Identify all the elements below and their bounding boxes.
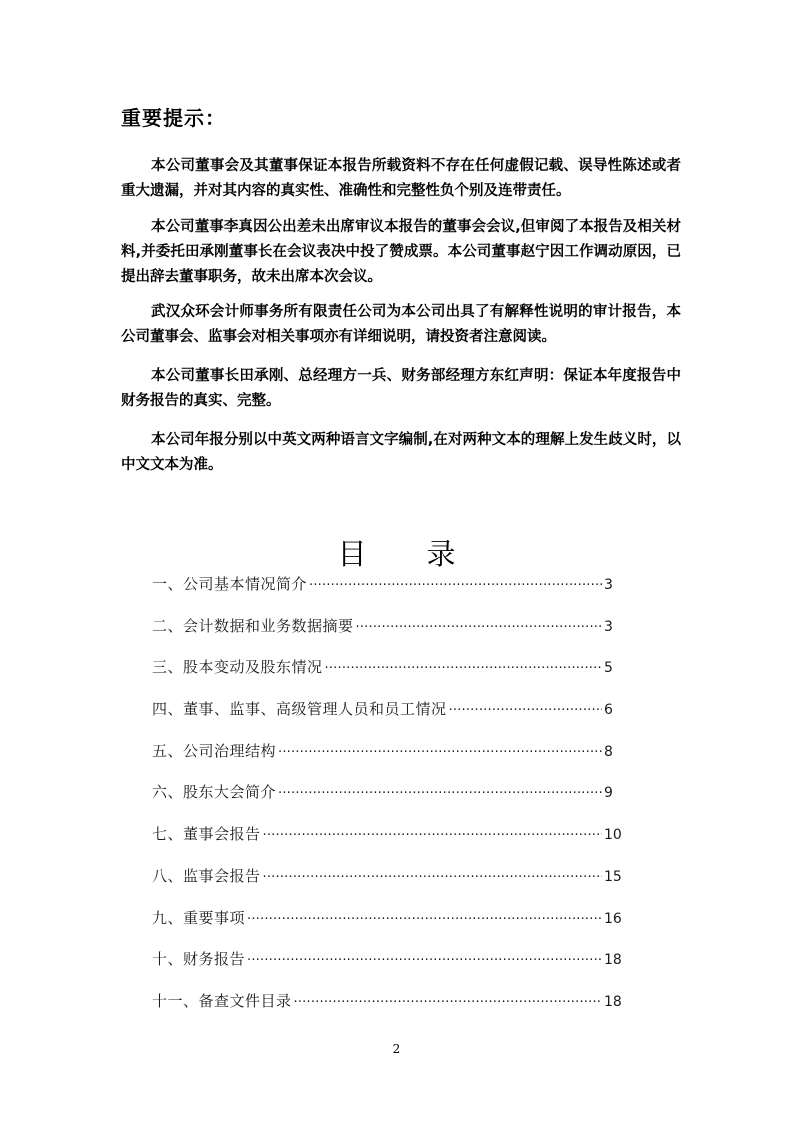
toc-entry-label: 七、董事会报告 bbox=[152, 825, 261, 844]
page-number: 2 bbox=[392, 1042, 401, 1056]
toc-entry-page: 8 bbox=[604, 743, 613, 760]
toc-entry-label: 六、股东大会简介 bbox=[152, 783, 277, 802]
toc-entry[interactable] bbox=[152, 943, 622, 985]
toc-entry[interactable] bbox=[152, 610, 622, 652]
toc-entry-label: 八、监事会报告 bbox=[152, 866, 261, 885]
toc-entry-page: 18 bbox=[604, 993, 622, 1010]
toc-entry[interactable] bbox=[152, 902, 622, 944]
toc-entry[interactable] bbox=[152, 860, 622, 902]
toc-entry-page: 3 bbox=[604, 577, 613, 593]
toc-entry-page: 15 bbox=[604, 868, 622, 885]
toc-leader-dots bbox=[309, 570, 602, 602]
toc-entry-page: 18 bbox=[604, 952, 622, 969]
toc-leader-dots bbox=[356, 612, 602, 644]
toc-entry-page: 6 bbox=[604, 702, 613, 719]
toc-leader-dots bbox=[449, 695, 602, 727]
toc-entry[interactable] bbox=[152, 776, 622, 818]
toc-entry[interactable] bbox=[152, 651, 622, 693]
notice-paragraph: 本公司董事长田承刚、总经理方一兵、财务部经理方东红声明：保证本年度报告中财务报告的真实、完整。 bbox=[121, 368, 681, 409]
toc-entry-page: 16 bbox=[604, 910, 622, 927]
notice-paragraph: 本公司董事会及其董事保证本报告所载资料不存在任何虚假记载、误导性陈述或者重大遗漏，并对其内容的真实性、准确性和完整性负个别及连带责任。 bbox=[121, 158, 681, 199]
toc-leader-dots bbox=[247, 945, 602, 977]
notice-heading: 重要提示： bbox=[121, 106, 226, 130]
toc-entry[interactable] bbox=[152, 568, 622, 610]
notice-paragraph: 本公司董事李真因公出差未出席审议本报告的董事会会议,但审阅了本报告及相关材料,并委托田承刚董事长在会议表决中投了赞成票。本公司董事赵宁因工作调动原因，已提出辞去董事职务，故未出席本次会议。 bbox=[121, 219, 681, 285]
toc-entry-page: 5 bbox=[604, 660, 613, 677]
toc-leader-dots bbox=[294, 987, 602, 1019]
toc-entry-page: 9 bbox=[604, 785, 613, 802]
toc-entry[interactable] bbox=[152, 985, 622, 1027]
toc-entry-page: 3 bbox=[604, 618, 613, 635]
toc-leader-dots bbox=[278, 737, 602, 769]
toc-entry[interactable] bbox=[152, 818, 622, 860]
toc-entry-label: 十、财务报告 bbox=[152, 950, 246, 969]
toc-leader-dots bbox=[247, 904, 602, 936]
toc-entry-label: 四、董事、监事、高级管理人员和员工情况 bbox=[152, 700, 447, 719]
table-of-contents bbox=[152, 568, 622, 1027]
toc-title bbox=[0, 536, 793, 572]
toc-title-char: 目 bbox=[337, 537, 367, 571]
toc-entry-label: 五、公司治理结构 bbox=[152, 741, 277, 760]
toc-entry-label: 三、股本变动及股东情况 bbox=[152, 658, 323, 677]
toc-leader-dots bbox=[278, 778, 602, 810]
toc-entry-page: 10 bbox=[604, 827, 622, 844]
toc-entry[interactable] bbox=[152, 735, 622, 777]
toc-entry-label: 一、公司基本情况简介 bbox=[152, 575, 308, 593]
toc-entry-label: 二、会计数据和业务数据摘要 bbox=[152, 616, 354, 635]
toc-leader-dots bbox=[263, 820, 602, 852]
toc-title-char: 录 bbox=[426, 537, 456, 571]
notice-paragraph: 武汉众环会计师事务所有限责任公司为本公司出具了有解释性说明的审计报告，本公司董事会、监事会对相关事项亦有详细说明，请投资者注意阅读。 bbox=[121, 304, 681, 345]
toc-entry[interactable] bbox=[152, 693, 622, 735]
notice-paragraph: 本公司年报分别以中英文两种语言文字编制,在对两种文本的理解上发生歧义时，以中文文本为准。 bbox=[121, 432, 681, 473]
toc-entry-label: 九、重要事项 bbox=[152, 908, 246, 927]
toc-leader-dots bbox=[325, 653, 602, 685]
toc-entry-label: 十一、备查文件目录 bbox=[152, 991, 292, 1010]
toc-leader-dots bbox=[263, 862, 602, 894]
